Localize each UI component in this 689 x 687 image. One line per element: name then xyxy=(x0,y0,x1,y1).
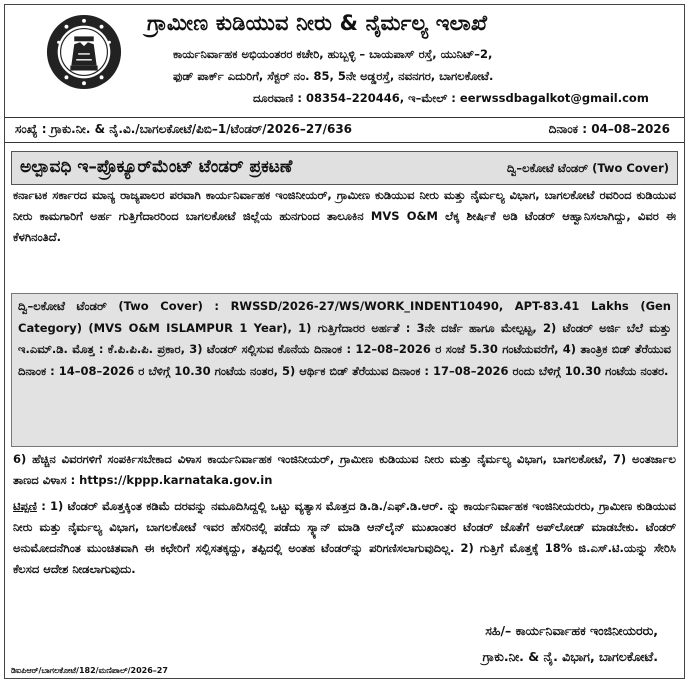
notice-title-bar xyxy=(11,151,678,185)
tender-details-text: ದ್ವಿ–ಲಕೋಟೆ ಟೆಂಡರ್ (Two Cover) : RWSSD/2026-27/WS/WORK_INDENT10490, APT-83.41 Lakhs (Gen Category) (MVS O&M ISLAMPUR 1 Year), 1) ಗುತ್ತಿಗೆದಾರರ ಅರ್ಹತೆ : 3ನೇ ದರ್ಜೆ ಹಾಗೂ ಮೇಲ್ಪಟ್ಟ, 2) ಟೆಂಡರ್ ಅರ್ಜಿ ಬೆಲೆ ಮತ್ತು ಇ.ಎಮ್.ಡಿ. ಮೊತ್ತ : ಕೆ.ಪಿ.ಪಿ.ಪಿ. ಪ್ರಕಾರ, 3) ಟೆಂಡರ್ ಸಲ್ಲಿಸುವ ಕೊನೆಯ ದಿನಾಂಕ : 12–08–2026 ರ ಸಂಜೆ 5.30 ಗಂಟೆಯವರೆಗೆ, 4) ತಾಂತ್ರಿಕ ಬಿಡ್ ತೆರೆಯುವ ದಿನಾಂಕ : 14–08–2026 ರ ಬೆಳಿಗ್ಗೆ 10.30 ಗಂಟೆಯ ನಂತರ, 5) ಆರ್ಥಿಕ ಬಿಡ್ ತೆರೆಯುವ ದಿನಾಂಕ : 17–08–2026 ರಂದು ಬೆಳಿಗ್ಗೆ 10.30 ಗಂಟೆಯ ನಂತರ. xyxy=(18,299,671,378)
office-address-line1: ಕಾರ್ಯನಿರ್ವಾಹಕ ಅಭಿಯಂತರರ ಕಚೇರಿ, ಹುಬ್ಬಳ್ಳಿ – ಬಾಯಪಾಸ್ ರಸ್ತೆ, ಯುನಿಟ್–2, xyxy=(173,47,493,61)
karnataka-emblem-icon xyxy=(45,13,123,91)
intro-paragraph: ಕರ್ನಾಟಕ ಸರ್ಕಾರದ ಮಾನ್ಯ ರಾಜ್ಯಪಾಲರ ಪರವಾಗಿ ಕಾರ್ಯನಿರ್ವಾಹಕ ಇಂಜಿನೀಯರ್, ಗ್ರಾಮೀಣ ಕುಡಿಯುವ ನೀರು ಮತ್ತು ನೈರ್ಮಲ್ಯ ವಿಭಾಗ, ಬಾಗಲಕೋಟೆ ರವರಿಂದ ಕುಡಿಯುವ ನೀರು ಕಾಮಗಾರಿಗೆ ಅರ್ಹ ಗುತ್ತಿಗೆದಾರರಿಂದ ಬಾಗಲಕೋಟೆ ಜಿಲ್ಲೆಯ ಹುನಗುಂದ ತಾಲೂಕಿನ MVS O&M ಲೆಕ್ಕ ಶೀರ್ಷಿಕೆ ಅಡಿ ಟೆಂಡರ್ ಆಹ್ವಾನಿಸಲಾಗಿದ್ದು, ವಿವರ ಈ ಕೆಳಗಿನಂತಿದೆ. xyxy=(13,188,676,244)
office-address-line2: ಫುಡ್ ಪಾರ್ಕ್ ಎದುರಿಗೆ, ಸೆಕ್ಟರ್ ನಂ. 85, 5ನೇ ಅಡ್ಡರಸ್ತೆ, ನವನಗರ, ಬಾಗಲಕೋಟೆ. xyxy=(173,69,494,83)
reference-row xyxy=(5,117,684,143)
notice-title: ಅಲ್ಪಾವಧಿ ಇ–ಪ್ರೊಕ್ಯೂರ್‌ಮೆಂಟ್ ಟೆಂಡರ್ ಪ್ರಕಟಣೆ xyxy=(20,157,293,177)
contact-line: ದೂರವಾಣಿ : 08354–220446, ಇ–ಮೇಲ್ : eerwssdbagalkot@gmail.com xyxy=(253,91,649,105)
reference-number: ಸಂಖ್ಯೆ : ಗ್ರಾಕು.ನೀ. & ನೈ.ವಿ./ಬಾಗಲಕೋಟೆ/ಪಿಬಿ–1/ಟೆಂಡರ್/2026–27/636 xyxy=(15,122,353,136)
footer-code: ಡಿಐಪಿಆರ್/ಬಾಗಲಕೋಟೆ/182/ಮಣಿಪಾಲ್/2026–27 xyxy=(11,666,168,675)
signature-line1: ಸಹಿ/– ಕಾರ್ಯನಿರ್ವಾಹಕ ಇಂಜಿನೀಯರರು, xyxy=(485,623,658,638)
department-title: ಗ್ರಾಮೀಣ ಕುಡಿಯುವ ನೀರು & ನೈರ್ಮಲ್ಯ ಇಲಾಖೆ xyxy=(147,11,488,35)
letterhead xyxy=(5,5,684,111)
notice-subtitle: ದ್ವಿ–ಲಕೋಟೆ ಟೆಂಡರ್ (Two Cover) xyxy=(506,161,669,175)
note-text: : 1) ಟೆಂಡರ್ ಮೊತ್ತಕ್ಕಿಂತ ಕಡಿಮೆ ದರವನ್ನು ನಮೂದಿಸಿದ್ದಲ್ಲಿ ಒಟ್ಟು ವ್ಯತ್ಯಾಸ ಮೊತ್ತದ ಡಿ.ಡಿ./ಎಫ್.ಡಿ.ಆರ್. ನ್ನು ಕಾರ್ಯನಿರ್ವಾಹಕ ಇಂಜಿನೀಯರರು, ಗ್ರಾಮೀಣ ಕುಡಿಯುವ ನೀರು ಮತ್ತು ನೈರ್ಮಲ್ಯ ವಿಭಾಗ, ಬಾಗಲಕೋಟೆ ಇವರ ಹೆಸರಿನಲ್ಲಿ ಪಡೆದು ಸ್ಕ್ಯಾನ್ ಮಾಡಿ ಆನ್‌ಲೈನ್ ಮುಖಾಂತರ ಟೆಂಡರ್ ಜೊತೆಗೆ ಅಪ್‌ಲೋಡ್ ಮಾಡಬೇಕು. ಟೆಂಡರ್ ಅನುಮೋದನೆಗಿಂತ ಮುಂಚಿತವಾಗಿ ಈ ಕಛೇರಿಗೆ ಸಲ್ಲಿಸತಕ್ಕದ್ದು, ತಪ್ಪಿದಲ್ಲಿ ಅಂತಹ ಟೆಂಡರ್‌ನ್ನು ಪರಿಗಣಿಸಲಾಗುವುದಿಲ್ಲ. 2) ಗುತ್ತಿಗೆ ಮೊತ್ತಕ್ಕೆ 18% ಜಿ.ಎಸ್.ಟಿ.ಯನ್ನು ಸೇರಿಸಿ ಕೆಲಸದ ಆದೇಶ ನೀಡಲಾಗುವುದು. xyxy=(13,499,676,576)
tender-details-box xyxy=(11,293,678,447)
note-paragraph xyxy=(13,496,676,580)
reference-date: ದಿನಾಂಕ : 04–08–2026 xyxy=(548,122,670,136)
tender-notice xyxy=(4,4,685,679)
contact-info-paragraph: 6) ಹೆಚ್ಚಿನ ವಿವರಗಳಿಗೆ ಸಂಪರ್ಕಿಸಬೇಕಾದ ವಿಳಾಸ ಕಾರ್ಯನಿರ್ವಾಹಕ ಇಂಜಿನೀಯರ್, ಗ್ರಾಮೀಣ ಕುಡಿಯುವ ನೀರು ಮತ್ತು ನೈರ್ಮಲ್ಯ ವಿಭಾಗ, ಬಾಗಲಕೋಟೆ, 7) ಅಂತರ್ಜಾಲ ತಾಣದ ವಿಳಾಸ : https://kppp.karnataka.gov.in xyxy=(13,452,676,487)
note-label: ಟಿಪ್ಪಣಿ xyxy=(13,499,37,513)
signature-line2: ಗ್ರಾಕು.ನೀ. & ನೈ. ವಿಭಾಗ, ಬಾಗಲಕೋಟೆ. xyxy=(482,649,658,664)
